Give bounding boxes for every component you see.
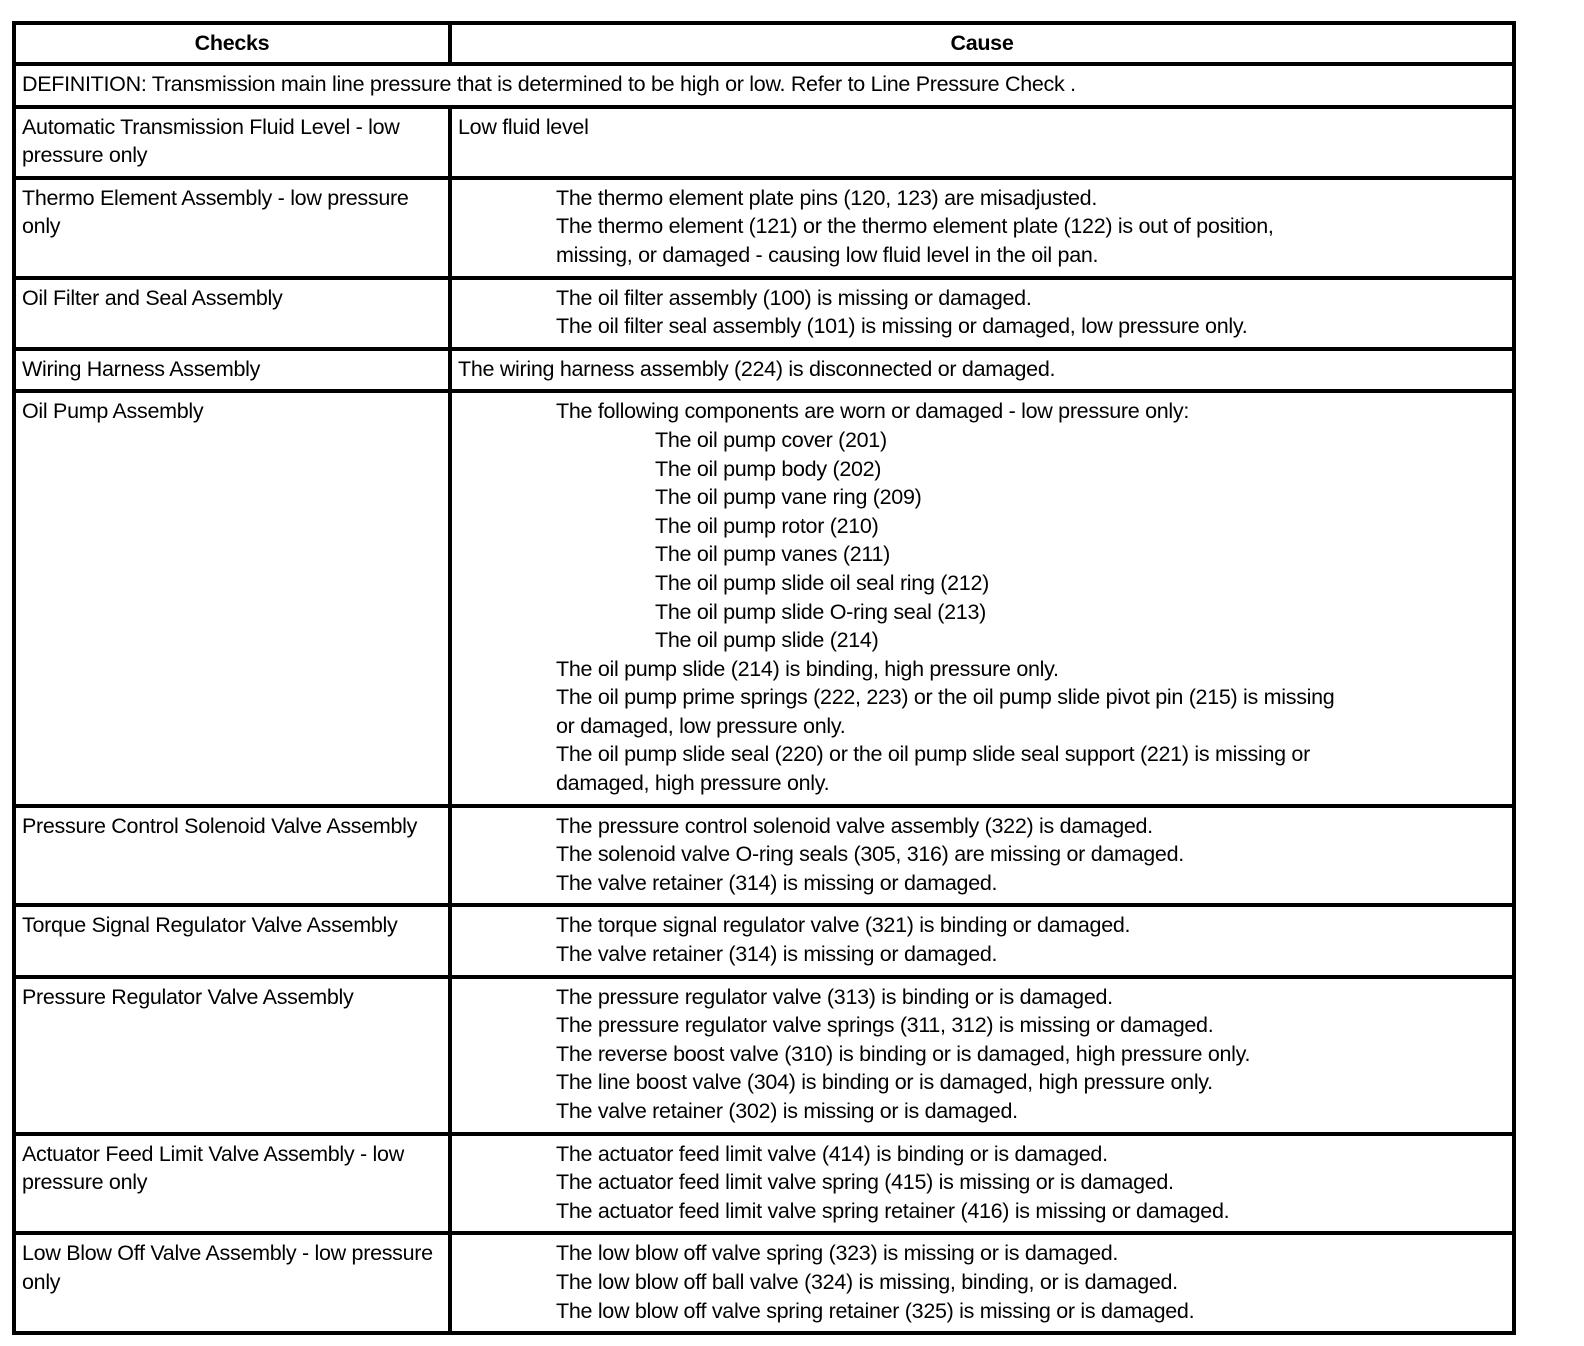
table-row bbox=[14, 391, 1514, 805]
cause-cell bbox=[450, 349, 1514, 392]
cause-cell bbox=[450, 806, 1514, 906]
cause-line: The low blow off valve spring retainer (325) is missing or is damaged. bbox=[556, 1298, 1195, 1323]
cause-line: Low fluid level bbox=[458, 114, 589, 139]
cause-line: The pressure control solenoid valve assembly (322) is damaged. bbox=[556, 813, 1153, 838]
check-cell: Oil Filter and Seal Assembly bbox=[14, 278, 450, 349]
table-row bbox=[14, 1134, 1514, 1234]
cause-cell bbox=[450, 278, 1514, 349]
cause-line: The oil pump prime springs (222, 223) or the oil pump slide pivot pin (215) is missing bbox=[556, 685, 1335, 710]
cause-line: The oil pump slide O-ring seal (213) bbox=[655, 599, 986, 624]
cause-line: The reverse boost valve (310) is binding or is damaged, high pressure only. bbox=[556, 1041, 1251, 1066]
check-cell: Low Blow Off Valve Assembly - low pressure only bbox=[14, 1233, 450, 1333]
table-row bbox=[14, 107, 1514, 178]
cause-cell bbox=[450, 178, 1514, 278]
cause-line: The thermo element (121) or the thermo element plate (122) is out of position, bbox=[556, 214, 1274, 239]
header-checks: Checks bbox=[14, 23, 450, 64]
cause-line: The valve retainer (314) is missing or damaged. bbox=[556, 942, 998, 967]
diagnostic-table-container bbox=[12, 21, 1512, 1335]
cause-line: The oil pump slide (214) bbox=[655, 628, 879, 653]
cause-cell bbox=[450, 107, 1514, 178]
cause-line: The wiring harness assembly (224) is disconnected or damaged. bbox=[458, 356, 1056, 381]
cause-cell bbox=[450, 391, 1514, 805]
cause-cell bbox=[450, 905, 1514, 976]
check-cell: Oil Pump Assembly bbox=[14, 391, 450, 805]
table-row bbox=[14, 1233, 1514, 1333]
cause-cell bbox=[450, 1233, 1514, 1333]
cause-line: The actuator feed limit valve spring (415) is missing or is damaged. bbox=[556, 1170, 1174, 1195]
cause-line: The oil filter assembly (100) is missing or damaged. bbox=[556, 285, 1032, 310]
cause-line: The line boost valve (304) is binding or is damaged, high pressure only. bbox=[556, 1070, 1213, 1095]
table-row bbox=[14, 349, 1514, 392]
check-cell: Automatic Transmission Fluid Level - low pressure only bbox=[14, 107, 450, 178]
cause-line: The torque signal regulator valve (321) is binding or damaged. bbox=[556, 913, 1131, 938]
cause-line: The oil pump cover (201) bbox=[655, 427, 887, 452]
cause-line: The actuator feed limit valve spring retainer (416) is missing or damaged. bbox=[556, 1198, 1230, 1223]
header-cause: Cause bbox=[450, 23, 1514, 64]
cause-line: The solenoid valve O-ring seals (305, 316) are missing or damaged. bbox=[556, 842, 1184, 867]
cause-line: The oil filter seal assembly (101) is missing or damaged, low pressure only. bbox=[556, 314, 1248, 339]
table-row bbox=[14, 977, 1514, 1134]
table-row bbox=[14, 806, 1514, 906]
cause-line: The valve retainer (302) is missing or is damaged. bbox=[556, 1099, 1018, 1123]
cause-line: The valve retainer (314) is missing or damaged. bbox=[556, 870, 998, 895]
check-cell: Wiring Harness Assembly bbox=[14, 349, 450, 392]
cause-line: The pressure regulator valve springs (311, 312) is missing or damaged. bbox=[556, 1013, 1214, 1038]
definition-row bbox=[14, 64, 1514, 107]
cause-line: The actuator feed limit valve (414) is binding or is damaged. bbox=[556, 1141, 1108, 1166]
cause-line: The oil pump slide oil seal ring (212) bbox=[655, 570, 989, 595]
check-cell: Pressure Regulator Valve Assembly bbox=[14, 977, 450, 1134]
cause-line: The oil pump slide seal (220) or the oil pump slide seal support (221) is missing or bbox=[556, 742, 1310, 767]
check-cell: Torque Signal Regulator Valve Assembly bbox=[14, 905, 450, 976]
check-cell: Actuator Feed Limit Valve Assembly - low pressure only bbox=[14, 1134, 450, 1234]
cause-line: missing, or damaged - causing low fluid level in the oil pan. bbox=[556, 242, 1099, 267]
check-cell: Pressure Control Solenoid Valve Assembly bbox=[14, 806, 450, 906]
cause-line: The oil pump rotor (210) bbox=[655, 513, 879, 538]
cause-line: The oil pump vane ring (209) bbox=[655, 485, 922, 510]
cause-line: The oil pump vanes (211) bbox=[655, 542, 891, 567]
cause-cell bbox=[450, 1134, 1514, 1234]
cause-line: damaged, high pressure only. bbox=[556, 771, 830, 796]
header-row bbox=[14, 23, 1514, 64]
cause-line: The following components are worn or damaged - low pressure only: bbox=[556, 399, 1189, 424]
definition-text: DEFINITION: Transmission main line pressure that is determined to be high or low. Refer to Line Pressure Check . bbox=[14, 64, 1514, 107]
cause-line: The oil pump body (202) bbox=[655, 456, 882, 481]
table-row bbox=[14, 178, 1514, 278]
cause-line: The thermo element plate pins (120, 123) are misadjusted. bbox=[556, 185, 1098, 210]
cause-line: or damaged, low pressure only. bbox=[556, 713, 846, 738]
cause-line: The oil pump slide (214) is binding, high pressure only. bbox=[556, 656, 1059, 681]
cause-cell bbox=[450, 977, 1514, 1134]
check-cell: Thermo Element Assembly - low pressure only bbox=[14, 178, 450, 278]
table-row bbox=[14, 278, 1514, 349]
diagnostic-table bbox=[12, 21, 1516, 1335]
cause-line: The low blow off ball valve (324) is missing, binding, or is damaged. bbox=[556, 1269, 1178, 1294]
cause-line: The low blow off valve spring (323) is missing or is damaged. bbox=[556, 1241, 1119, 1266]
table-row bbox=[14, 905, 1514, 976]
cause-line: The pressure regulator valve (313) is binding or is damaged. bbox=[556, 984, 1113, 1009]
